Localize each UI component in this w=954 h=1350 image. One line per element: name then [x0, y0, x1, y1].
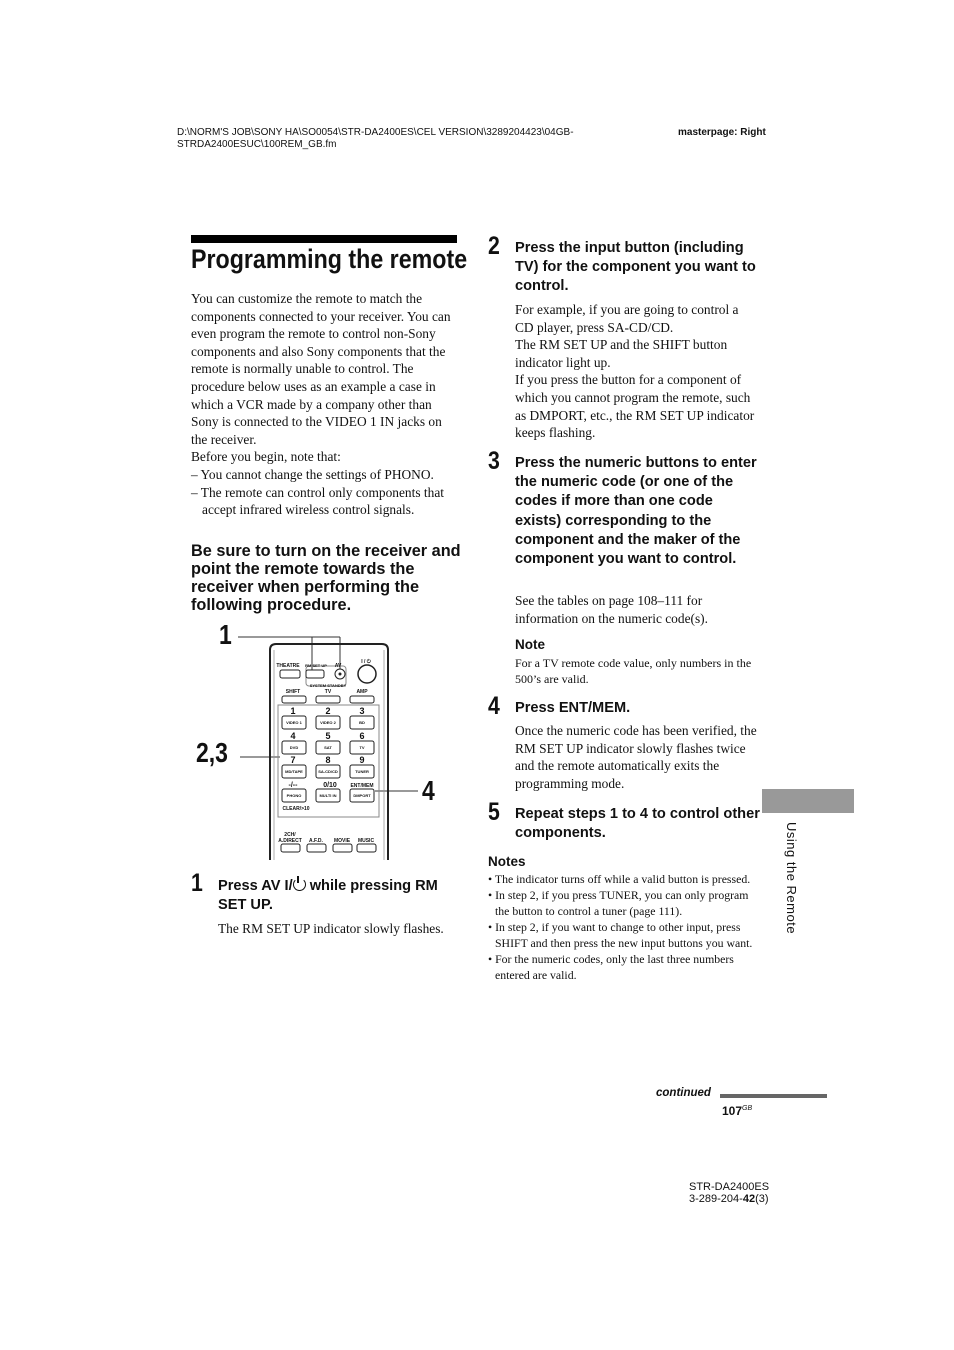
- notes-list: [488, 871, 756, 983]
- rm-set-up-button[interactable]: [306, 670, 324, 678]
- svg-text:TV: TV: [359, 745, 365, 750]
- movie-button[interactable]: [333, 844, 352, 852]
- step1-body: The RM SET UP indicator slowly flashes.: [218, 921, 444, 936]
- label-theatre: THEATRE: [276, 663, 300, 669]
- step2-number: 2: [488, 232, 500, 260]
- list-item: • In step 2, if you press TUNER, you can only program the button to control a tuner (page 111).: [488, 888, 749, 918]
- step1-title: Press AV I/ while pressing RM SET UP.: [218, 878, 438, 914]
- svg-text:-/--: -/--: [288, 782, 298, 789]
- svg-text:3: 3: [359, 706, 365, 716]
- label-power: I / ⏻: [361, 659, 371, 665]
- svg-text:5: 5: [325, 731, 331, 741]
- masterpage-label: masterpage: Right: [678, 127, 766, 138]
- step4-body: Once the numeric code has been verified, the RM SET UP indicator slowly flashes twice and the remote automatically exits the programming mode.: [515, 723, 757, 791]
- svg-text:SAT: SAT: [324, 745, 332, 750]
- svg-text:CLEAR/>10: CLEAR/>10: [282, 806, 310, 812]
- step2-body: For example, if you are going to control a CD player, press SA-CD/CD. The RM SET UP and the SHIFT button indicator light up. If you press the button for a component of which you cannot program the remote, such as DMPORT, etc., the RM SET UP indicator keeps flashing.: [515, 302, 755, 441]
- svg-text:7: 7: [290, 755, 296, 765]
- afd-button[interactable]: [307, 844, 326, 852]
- svg-text:SA-CD/CD: SA-CD/CD: [318, 769, 338, 774]
- model-code: STR-DA2400ES 3-289-204-42(3): [689, 1181, 770, 1205]
- svg-text:ENT/MEM: ENT/MEM: [350, 783, 374, 789]
- section-label: Using the Remote: [784, 822, 799, 935]
- amp-button[interactable]: [350, 696, 374, 703]
- intro-bullet: – You cannot change the settings of PHONO.: [191, 466, 434, 482]
- continued-rule: [720, 1094, 827, 1098]
- svg-text:MULTI IN: MULTI IN: [319, 793, 337, 798]
- step5-title: Repeat steps 1 to 4 to control other components.: [515, 806, 760, 842]
- shift-button[interactable]: [282, 696, 306, 703]
- label-shift: SHIFT: [285, 689, 301, 695]
- step3-note-body: For a TV remote code value, only numbers in the 500’s are valid.: [515, 656, 752, 686]
- music-button[interactable]: [357, 844, 376, 852]
- callout-2-3: 2,3: [196, 737, 228, 768]
- step4-number: 4: [488, 692, 500, 720]
- label-amp: AMP: [356, 689, 368, 695]
- svg-text:MOVIE: MOVIE: [333, 838, 351, 844]
- svg-text:0/10: 0/10: [323, 782, 337, 789]
- svg-text:A.F.D.: A.F.D.: [309, 838, 323, 844]
- power-button[interactable]: [358, 665, 376, 683]
- svg-text:TUNER: TUNER: [355, 769, 369, 774]
- svg-text:DVD: DVD: [289, 745, 299, 750]
- svg-text:2CH/: 2CH/: [284, 832, 296, 838]
- list-item: • For the numeric codes, only the last three numbers entered are valid.: [488, 952, 734, 982]
- file-path-header: D:\NORM'S JOB\SONY HA\SO0054\STR-DA2400ES\CEL VERSION\3289204423\04GB- STRDA2400ESUC\100REM_GB.fm: [177, 127, 574, 150]
- svg-text:DMPORT: DMPORT: [353, 793, 371, 798]
- power-icon: [293, 878, 306, 891]
- warning-heading: Be sure to turn on the receiver and point the remote towards the receiver when performing the following procedure.: [191, 542, 461, 614]
- intro-paragraph: You can customize the remote to match the components connected to your receiver. You can even program the remote to control non-Sony components and also Sony components that the remote is normally unable to control. The procedure below uses as an example a case in which a VCR made by a company other than Sony is connected to the VIDEO 1 IN jacks on the receiver.: [191, 291, 451, 447]
- svg-text:9: 9: [359, 755, 365, 765]
- label-tv: TV: [324, 689, 332, 695]
- svg-text:VIDEO 2: VIDEO 2: [320, 720, 336, 725]
- a-direct-button[interactable]: [281, 844, 300, 852]
- svg-text:A.DIRECT: A.DIRECT: [278, 838, 302, 844]
- step3-body: See the tables on page 108–111 for information on the numeric code(s).: [515, 593, 708, 626]
- intro-bullet: – The remote can control only components that accept infrared wireless control signals.: [191, 484, 444, 518]
- svg-text:VIDEO 1: VIDEO 1: [286, 720, 302, 725]
- page-title: Programming the remote: [191, 244, 468, 274]
- step2-title: Press the input button (including TV) for the component you want to control.: [515, 240, 756, 295]
- section-tab: [762, 789, 854, 813]
- callout-4: 4: [422, 775, 435, 806]
- list-item: • In step 2, if you want to change to other input, press SHIFT and then press the new input buttons you want.: [488, 920, 753, 950]
- notes-heading: Notes: [488, 854, 526, 869]
- intro-text: [191, 290, 461, 519]
- svg-text:PHONO: PHONO: [286, 793, 302, 798]
- step4-title: Press ENT/MEM.: [515, 700, 631, 716]
- page-number: $107^{GB}$: [722, 1104, 753, 1118]
- label-rm-set-up: RM SET UP: [305, 663, 327, 668]
- callout-1: 1: [219, 619, 232, 650]
- svg-text:MUSIC: MUSIC: [357, 838, 375, 844]
- svg-text:8: 8: [325, 755, 331, 765]
- title-rule: [191, 235, 457, 243]
- svg-text:4: 4: [290, 731, 296, 741]
- step3-title: Press the numeric buttons to enter the numeric code (or one of the codes if more than one code exists) corresponding to the component and the maker of the component you want to control.: [515, 455, 757, 568]
- step3-note-heading: Note: [515, 637, 545, 652]
- step3-number: 3: [488, 447, 500, 475]
- step1-number: 1: [191, 869, 203, 897]
- label-av: AV: [334, 663, 342, 669]
- theatre-button[interactable]: [280, 670, 300, 678]
- continued-label: continued: [656, 1087, 711, 1099]
- svg-text:MD/TAPE: MD/TAPE: [285, 769, 303, 774]
- svg-text:1: 1: [290, 706, 296, 716]
- list-item: • The indicator turns off while a valid button is pressed.: [488, 872, 751, 886]
- intro-before: Before you begin, note that:: [191, 449, 341, 465]
- tv-button[interactable]: [316, 696, 340, 703]
- svg-text:2: 2: [325, 706, 331, 716]
- step5-number: 5: [488, 798, 500, 826]
- svg-text:BD: BD: [359, 720, 365, 725]
- label-system-standby: SYSTEM STANDBY: [309, 683, 347, 688]
- remote-illustration: [230, 630, 450, 860]
- svg-text:6: 6: [359, 731, 365, 741]
